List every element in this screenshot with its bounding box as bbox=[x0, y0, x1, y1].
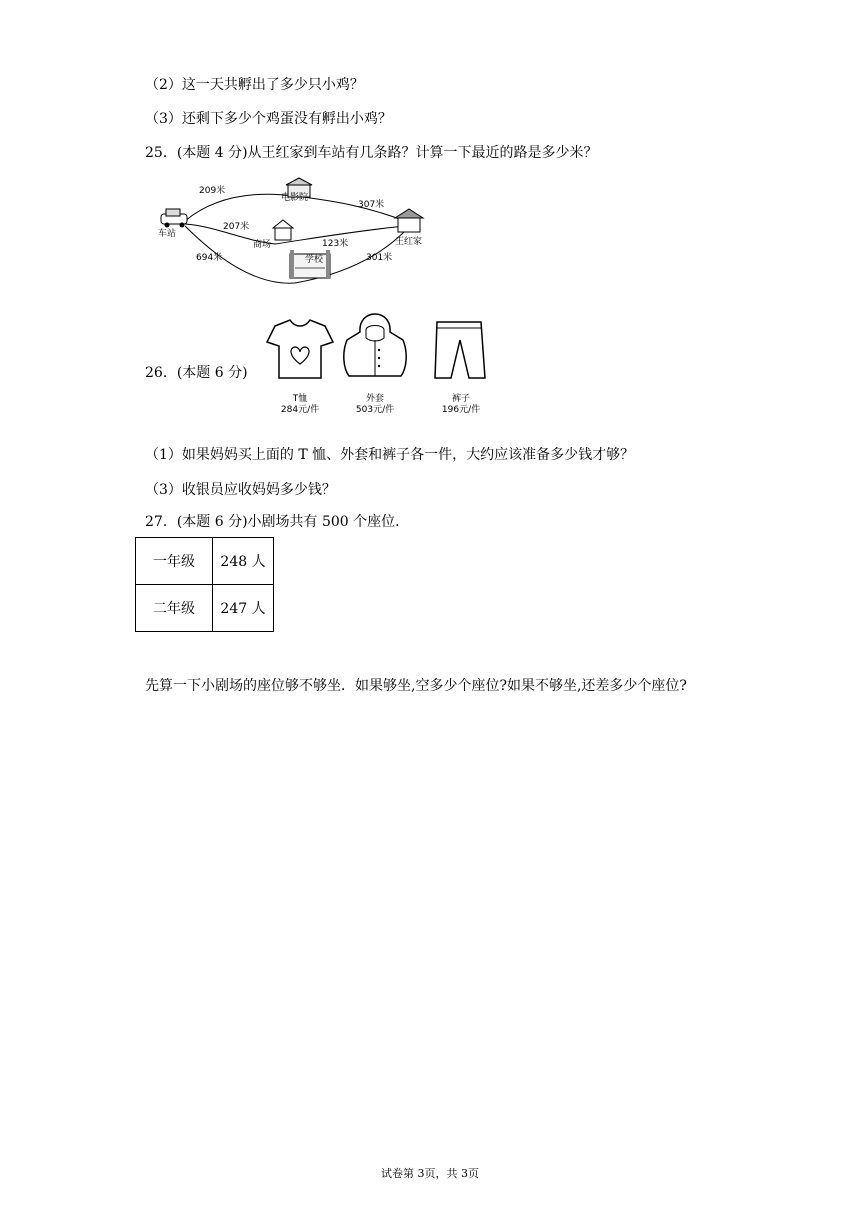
distance-123-label: 123米 bbox=[322, 239, 349, 249]
question-24-part-3: （3）还剩下多少个鸡蛋没有孵出小鸡？ bbox=[145, 111, 392, 127]
distance-301-label: 301米 bbox=[366, 253, 393, 263]
home-house-icon bbox=[395, 209, 423, 232]
grade-cell: 二年级 bbox=[136, 585, 213, 632]
home-label: 王红家 bbox=[395, 237, 423, 247]
cinema-label: 电影院 bbox=[281, 193, 309, 203]
mall-building-icon bbox=[273, 220, 293, 240]
route-map bbox=[155, 176, 445, 291]
distance-207-label: 207米 bbox=[223, 222, 250, 232]
tshirt-label bbox=[270, 394, 330, 416]
page-footer: 试卷第 3页，共 3页 bbox=[381, 1167, 479, 1180]
grade-cell: 一年级 bbox=[136, 538, 213, 585]
distance-307-label: 307米 bbox=[358, 200, 385, 210]
station-car-icon bbox=[161, 209, 187, 228]
question-27: 27．(本题 6 分)小剧场共有 500 个座位． bbox=[145, 514, 410, 530]
mall-label: 商场 bbox=[253, 240, 272, 250]
count-cell: 247 人 bbox=[213, 585, 274, 632]
pants-label bbox=[431, 394, 491, 416]
clothes-svg bbox=[245, 312, 495, 384]
tshirt-name: T恤 bbox=[292, 394, 308, 404]
pants-icon bbox=[435, 322, 485, 378]
question-27-text: 先算一下小剧场的座位够不够坐．如果够坐,空多少个座位?如果不够坐,还差多少个座位? bbox=[145, 678, 687, 694]
distance-694-label: 694米 bbox=[196, 253, 223, 263]
pants-price: 196元/件 bbox=[441, 405, 481, 415]
question-26-part-3: （3）收银员应收妈妈多少钱？ bbox=[145, 482, 336, 498]
tshirt-price: 284元/件 bbox=[280, 405, 320, 415]
jacket-label bbox=[345, 394, 405, 416]
question-24-part-2: （2）这一天共孵出了多少只小鸡？ bbox=[145, 77, 364, 93]
table-row bbox=[136, 585, 274, 632]
question-25: 25．(本题 4 分)从王红家到车站有几条路？计算一下最近的路是多少米？ bbox=[145, 145, 598, 161]
grade-table bbox=[135, 537, 274, 632]
distance-209-label: 209米 bbox=[199, 186, 226, 196]
question-26-part-1: （1）如果妈妈买上面的 T 恤、外套和裤子各一件，大约应该准备多少钱才够？ bbox=[145, 447, 635, 463]
question-26: 26．(本题 6 分) bbox=[145, 365, 248, 381]
tshirt-icon bbox=[267, 320, 333, 378]
jacket-price: 503元/件 bbox=[355, 405, 395, 415]
jacket-icon bbox=[344, 314, 406, 376]
pants-name: 裤子 bbox=[451, 394, 470, 404]
count-cell: 248 人 bbox=[213, 538, 274, 585]
clothes-panel bbox=[245, 312, 495, 422]
school-label: 学校 bbox=[305, 255, 324, 265]
jacket-name: 外套 bbox=[365, 394, 384, 404]
station-label: 车站 bbox=[158, 229, 177, 239]
table-row bbox=[136, 538, 274, 585]
